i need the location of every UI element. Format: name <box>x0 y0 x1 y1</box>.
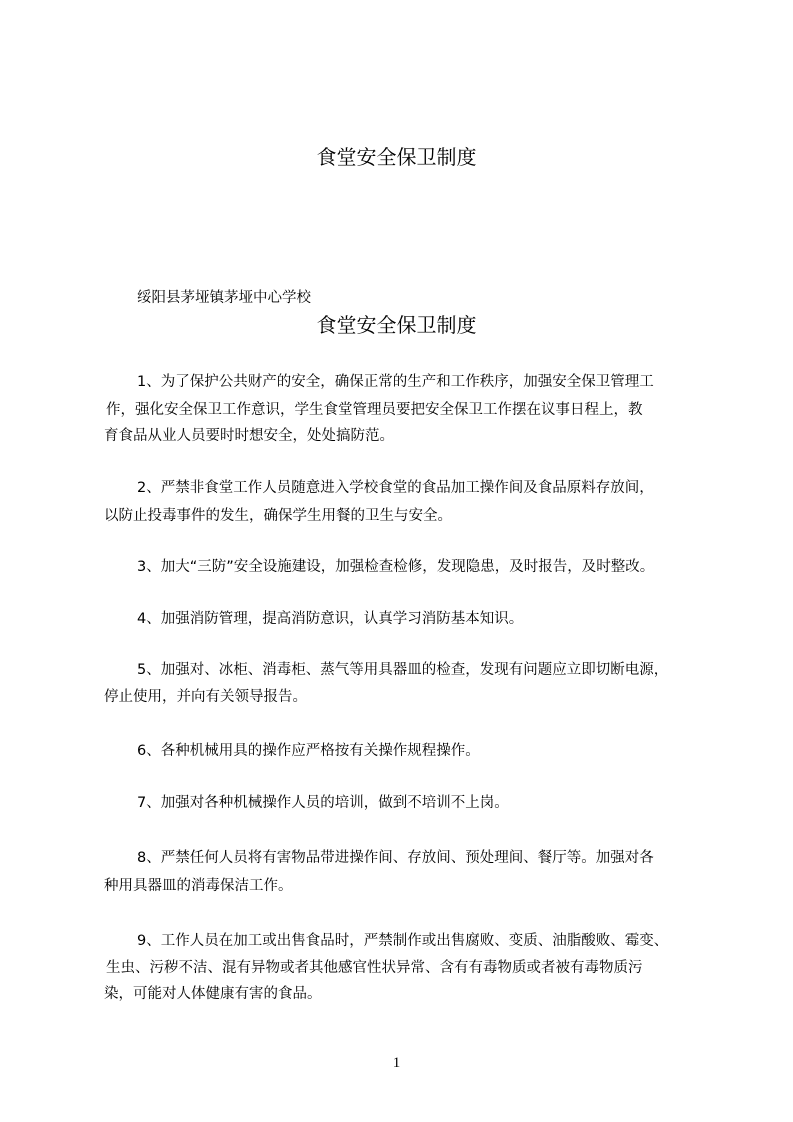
paragraph-line: 停止使用，并向有关领导报告。 <box>104 689 307 705</box>
paragraph-line: 生虫、污秽不洁、混有异物或者其他感官性状异常、含有有毒物质或者被有毒物质污 <box>106 960 643 976</box>
page-number: 1 <box>392 1055 401 1071</box>
paragraph-line: 6、各种机械用具的操作应严格按有关操作规程操作。 <box>137 743 480 759</box>
paragraph-line: 8、严禁任何人员将有害物品带进操作间、存放间、预处理间、餐厅等。加强对各 <box>137 850 654 866</box>
paragraph-line: 作，强化安全保卫工作意识，学生食堂管理员要把安全保卫工作摆在议事日程上，教 <box>106 402 643 418</box>
document-title: 食堂安全保卫制度 <box>316 313 477 337</box>
paragraph-line: 9、工作人员在加工或出售食品时，严禁制作或出售腐败、变质、油脂酸败、霉变、 <box>137 933 669 949</box>
cover-title: 食堂安全保卫制度 <box>316 145 477 169</box>
paragraph-line: 5、加强对、冰柜、消毒柜、蒸气等用具器皿的检查，发现有问题应立即切断电源， <box>137 662 669 678</box>
paragraph-line: 2、严禁非食堂工作人员随意进入学校食堂的食品加工操作间及食品原料存放间， <box>137 480 654 496</box>
paragraph-line: 种用具器皿的消毒保洁工作。 <box>104 878 293 894</box>
paragraph-line: 1、为了保护公共财产的安全，确保正常的生产和工作秩序，加强安全保卫管理工 <box>137 374 654 390</box>
paragraph-line: 4、加强消防管理，提高消防意识，认真学习消防基本知识。 <box>137 611 524 627</box>
paragraph-line: 育食品从业人员要时时想安全，处处搞防范。 <box>104 428 394 444</box>
paragraph-line: 3、加大“三防”安全设施建设，加强检查检修，发现隐患，及时报告，及时整改。 <box>137 559 655 575</box>
paragraph-line: 染，可能对人体健康有害的食品。 <box>104 986 322 1002</box>
paragraph-line: 7、加强对各种机械操作人员的培训，做到不培训不上岗。 <box>137 795 509 811</box>
school-name: 绥阳县茅垭镇茅垭中心学校 <box>137 290 311 306</box>
paragraph-line: 以防止投毒事件的发生，确保学生用餐的卫生与安全。 <box>104 508 452 524</box>
